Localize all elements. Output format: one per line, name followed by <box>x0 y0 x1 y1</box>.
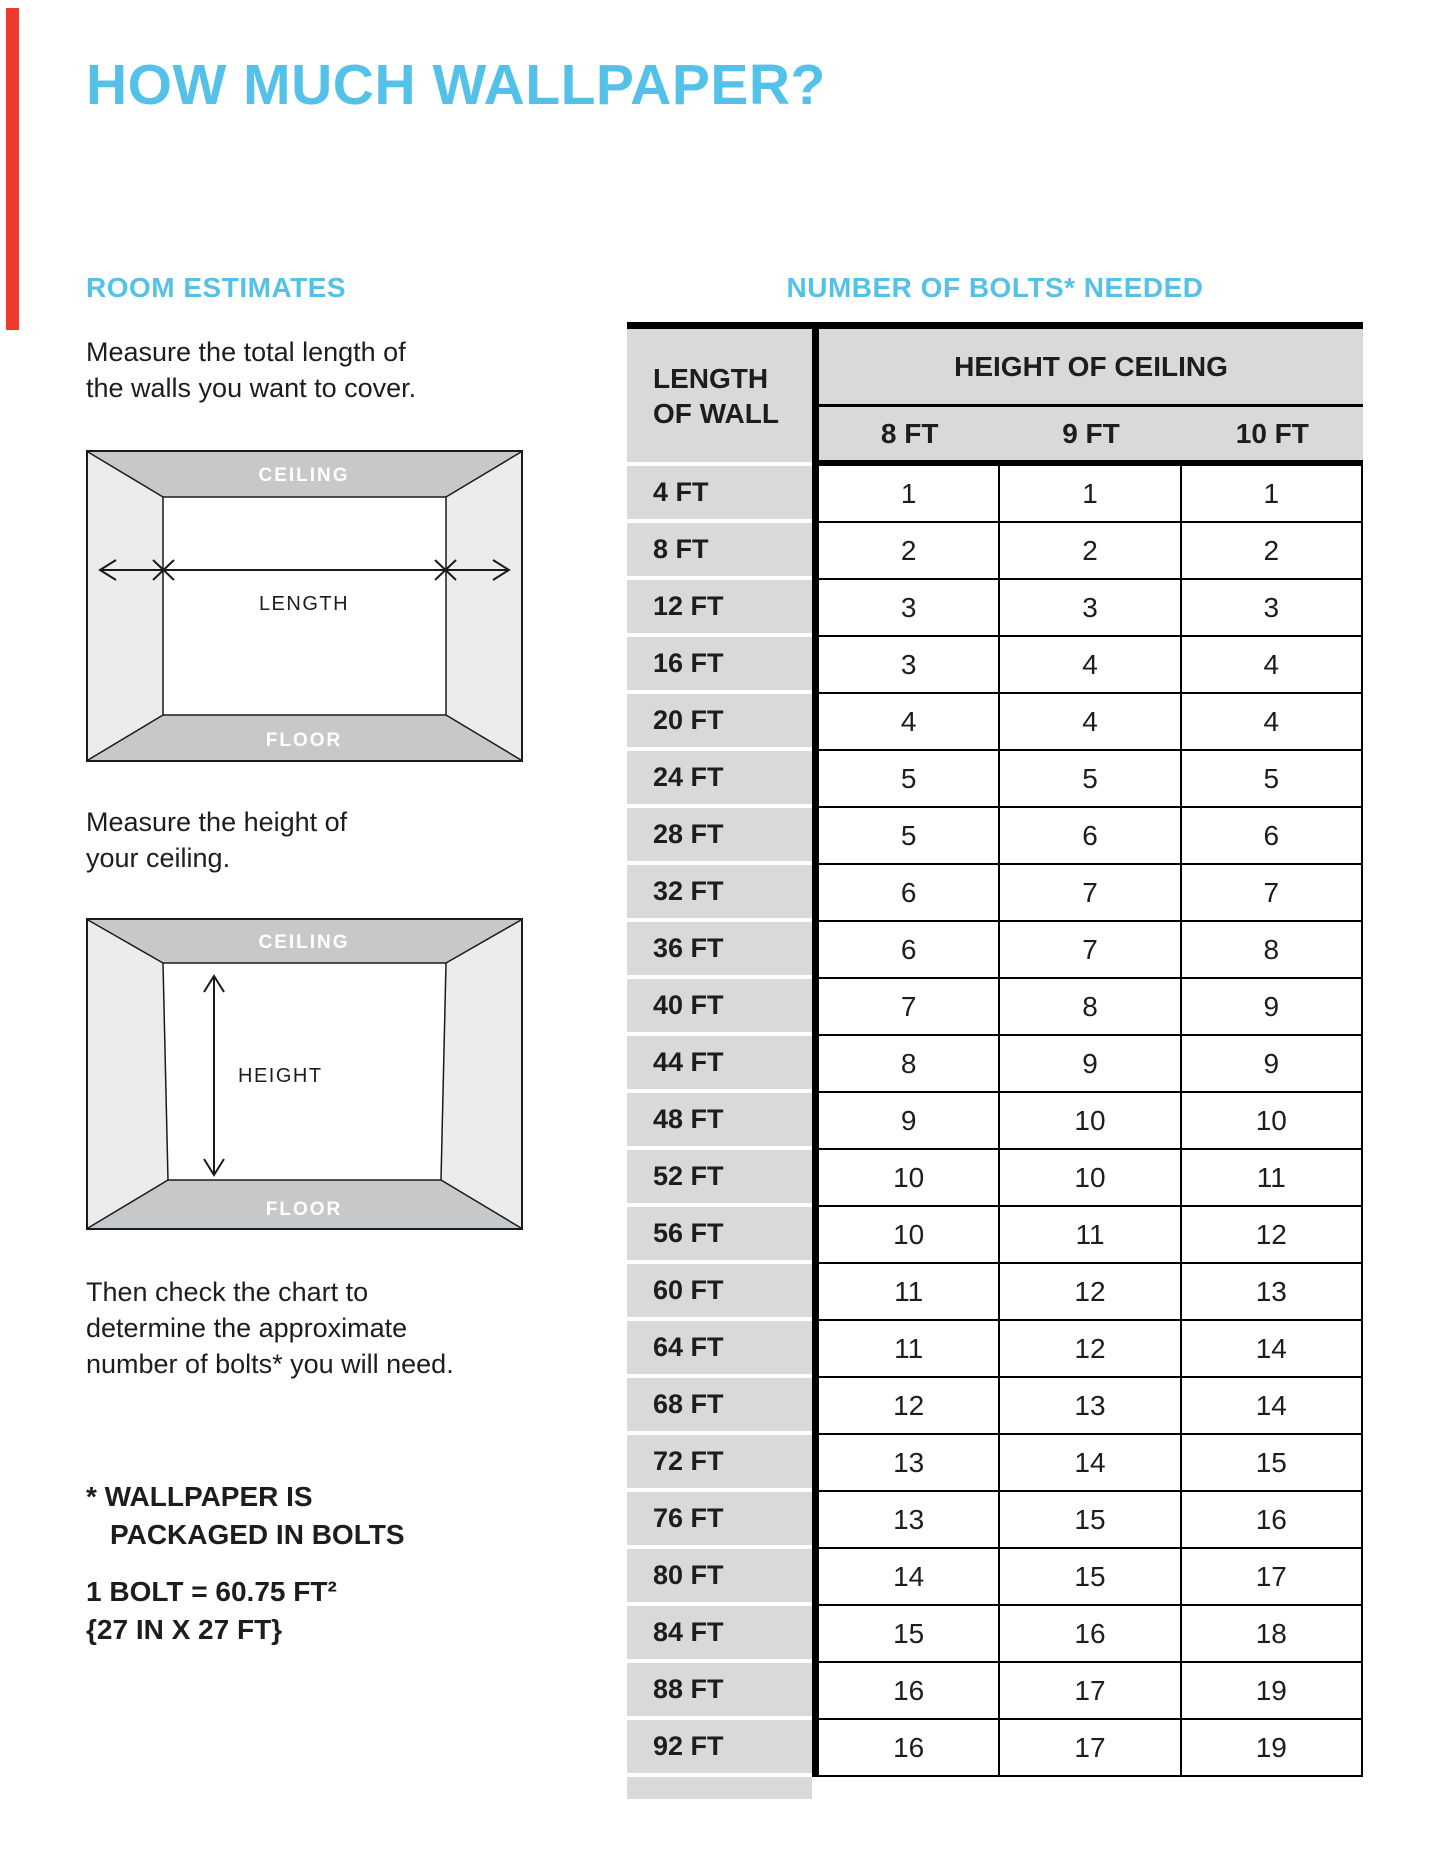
bolt-count-cell: 12 <box>819 1378 1000 1435</box>
bolt-count-cell: 2 <box>1000 523 1181 580</box>
floor-label: FLOOR <box>265 1199 343 1220</box>
row-length-label: 80 FT <box>627 1549 812 1606</box>
bolt-count-cell: 7 <box>819 979 1000 1036</box>
table-row <box>627 1720 1363 1777</box>
bolt-count-cell: 15 <box>819 1606 1000 1663</box>
row-cells <box>819 751 1363 808</box>
height-of-ceiling-header: HEIGHT OF CEILING <box>819 329 1363 407</box>
row-cells <box>819 466 1363 523</box>
row-length-label: 16 FT <box>627 637 812 694</box>
step1-line1: Measure the total length of <box>86 337 406 367</box>
bolt-count-cell: 1 <box>1000 466 1181 523</box>
row-length-label: 48 FT <box>627 1093 812 1150</box>
row-length-label: 60 FT <box>627 1264 812 1321</box>
row-length-label: 76 FT <box>627 1492 812 1549</box>
bolt-count-cell: 4 <box>1182 637 1363 694</box>
left-wall <box>88 920 168 1228</box>
bolt-count-cell: 3 <box>1182 580 1363 637</box>
bolt-count-cell: 5 <box>819 808 1000 865</box>
row-length-label: 28 FT <box>627 808 812 865</box>
length-label: LENGTH <box>258 593 350 615</box>
bolt-count-cell: 9 <box>819 1093 1000 1150</box>
bolt-count-cell: 11 <box>1000 1207 1181 1264</box>
length-of-wall-line1: LENGTH <box>653 362 769 394</box>
bolt-count-cell: 3 <box>819 637 1000 694</box>
row-cells <box>819 922 1363 979</box>
bolt-count-cell: 17 <box>1000 1720 1181 1777</box>
bolt-count-cell: 7 <box>1000 922 1181 979</box>
step3-line2: determine the approximate <box>86 1313 408 1343</box>
right-wall <box>446 452 521 760</box>
bolt-count-cell: 17 <box>1000 1663 1181 1720</box>
row-length-label: 56 FT <box>627 1207 812 1264</box>
step1-text <box>86 334 416 406</box>
bolts-table-section <box>627 272 1363 1799</box>
ceiling-label: CEILING <box>258 932 350 953</box>
bolt-count-cell: 10 <box>1182 1093 1363 1150</box>
ceiling-height-columns <box>819 407 1363 460</box>
table-vertical-rule <box>812 322 819 1777</box>
length-of-wall-header <box>627 329 812 466</box>
right-wall <box>441 920 521 1228</box>
table-row <box>627 979 1363 1036</box>
bolt-count-cell: 6 <box>819 865 1000 922</box>
table-row <box>627 1492 1363 1549</box>
row-cells <box>819 808 1363 865</box>
row-cells <box>819 1036 1363 1093</box>
row-length-label: 32 FT <box>627 865 812 922</box>
row-length-label: 84 FT <box>627 1606 812 1663</box>
row-length-label: 72 FT <box>627 1435 812 1492</box>
bolt-count-cell: 15 <box>1000 1492 1181 1549</box>
bolt-count-cell: 12 <box>1000 1321 1181 1378</box>
bolt-count-cell: 5 <box>1000 751 1181 808</box>
red-accent-bar <box>6 8 19 330</box>
bolt-count-cell: 3 <box>1000 580 1181 637</box>
bolt-count-cell: 10 <box>819 1150 1000 1207</box>
step3-line3: number of bolts* you will need. <box>86 1349 454 1379</box>
bolt-count-cell: 10 <box>1000 1093 1181 1150</box>
row-cells <box>819 1150 1363 1207</box>
bolt-count-cell: 14 <box>1000 1435 1181 1492</box>
left-wall <box>88 452 163 760</box>
row-cells <box>819 1207 1363 1264</box>
table-row <box>627 523 1363 580</box>
row-cells <box>819 1093 1363 1150</box>
row-length-label: 68 FT <box>627 1378 812 1435</box>
table-row <box>627 808 1363 865</box>
bolt-count-cell: 9 <box>1000 1036 1181 1093</box>
bolt-count-cell: 4 <box>1000 694 1181 751</box>
bolt-count-cell: 2 <box>819 523 1000 580</box>
bolt-count-cell: 1 <box>1182 466 1363 523</box>
row-length-label: 44 FT <box>627 1036 812 1093</box>
bolt-count-cell: 8 <box>819 1036 1000 1093</box>
bolt-count-cell: 4 <box>1000 637 1181 694</box>
bolt-count-cell: 5 <box>1182 751 1363 808</box>
column-header-8ft: 8 FT <box>880 417 939 449</box>
bolt-count-cell: 6 <box>1182 808 1363 865</box>
step2-text <box>86 804 347 876</box>
row-cells <box>819 1549 1363 1606</box>
column-header-9ft: 9 FT <box>1062 417 1120 449</box>
table-row <box>627 466 1363 523</box>
bolt-count-cell: 11 <box>1182 1150 1363 1207</box>
bolt-count-cell: 10 <box>1000 1150 1181 1207</box>
bolt-count-cell: 13 <box>819 1492 1000 1549</box>
table-row <box>627 1036 1363 1093</box>
step2-line1: Measure the height of <box>86 807 348 837</box>
height-of-ceiling-header-group <box>819 329 1363 466</box>
bolt-count-cell: 19 <box>1182 1663 1363 1720</box>
bolt-count-cell: 7 <box>1000 865 1181 922</box>
bolt-count-cell: 12 <box>1182 1207 1363 1264</box>
bolt-count-cell: 9 <box>1182 1036 1363 1093</box>
row-cells <box>819 1435 1363 1492</box>
row-length-label: 24 FT <box>627 751 812 808</box>
table-row <box>627 694 1363 751</box>
step3-line1: Then check the chart to <box>86 1277 369 1307</box>
table-row <box>627 1093 1363 1150</box>
bolt-count-cell: 17 <box>1182 1549 1363 1606</box>
bolt-count-cell: 1 <box>819 466 1000 523</box>
bolt-count-cell: 15 <box>1182 1435 1363 1492</box>
bolt-count-cell: 4 <box>1182 694 1363 751</box>
row-length-label: 12 FT <box>627 580 812 637</box>
bolt-count-cell: 14 <box>819 1549 1000 1606</box>
bolt-count-cell: 14 <box>1182 1378 1363 1435</box>
bolt-count-cell: 16 <box>819 1663 1000 1720</box>
row-cells <box>819 1720 1363 1777</box>
table-row <box>627 1435 1363 1492</box>
bolt-count-cell: 6 <box>819 922 1000 979</box>
table-row <box>627 1378 1363 1435</box>
bolt-count-cell: 19 <box>1182 1720 1363 1777</box>
step1-line2: the walls you want to cover. <box>86 373 417 403</box>
bolt-count-cell: 7 <box>1182 865 1363 922</box>
length-diagram <box>86 450 523 762</box>
page-title: HOW MUCH WALLPAPER? <box>86 53 826 117</box>
room-estimates-heading: ROOM ESTIMATES <box>86 272 347 303</box>
table-row <box>627 1549 1363 1606</box>
footnote-line2: PACKAGED IN BOLTS <box>110 1519 405 1550</box>
row-length-label: 64 FT <box>627 1321 812 1378</box>
row-cells <box>819 979 1363 1036</box>
bolt-count-cell: 13 <box>1182 1264 1363 1321</box>
floor-label: FLOOR <box>265 730 343 751</box>
bolt-count-cell: 6 <box>1000 808 1181 865</box>
bolt-count-cell: 10 <box>819 1207 1000 1264</box>
footnote-line1: * WALLPAPER IS <box>86 1481 313 1512</box>
height-diagram <box>86 918 523 1230</box>
bolts-table-body <box>627 466 1363 1777</box>
table-row <box>627 1207 1363 1264</box>
row-cells <box>819 637 1363 694</box>
table-row <box>627 751 1363 808</box>
bolt-count-cell: 13 <box>1000 1378 1181 1435</box>
row-length-label: 20 FT <box>627 694 812 751</box>
table-top-rule <box>627 322 1363 329</box>
row-length-label: 88 FT <box>627 1663 812 1720</box>
row-length-label: 40 FT <box>627 979 812 1036</box>
column-header-10ft: 10 FT <box>1235 417 1309 449</box>
bolt-count-cell: 12 <box>1000 1264 1181 1321</box>
ceiling-label: CEILING <box>258 465 350 486</box>
bolts-table <box>627 322 1363 1799</box>
bolts-table-heading: NUMBER OF BOLTS* NEEDED <box>786 272 1204 303</box>
row-cells <box>819 1321 1363 1378</box>
bolt-count-cell: 4 <box>819 694 1000 751</box>
row-length-label: 36 FT <box>627 922 812 979</box>
step3-text <box>86 1274 454 1382</box>
bolt-count-cell: 8 <box>1000 979 1181 1036</box>
bolt-equation: 1 BOLT = 60.75 FT² <box>86 1576 337 1607</box>
table-row <box>627 637 1363 694</box>
table-row <box>627 865 1363 922</box>
bolt-count-cell: 16 <box>1000 1606 1181 1663</box>
row-cells <box>819 1378 1363 1435</box>
bolt-count-cell: 11 <box>819 1321 1000 1378</box>
bolt-count-cell: 9 <box>1182 979 1363 1036</box>
table-row <box>627 1264 1363 1321</box>
bolt-dimensions: {27 IN X 27 FT} <box>86 1614 283 1645</box>
table-header <box>627 329 1363 466</box>
bolt-count-cell: 16 <box>1182 1492 1363 1549</box>
step2-line2: your ceiling. <box>86 843 231 873</box>
row-length-label: 8 FT <box>627 523 812 580</box>
table-row <box>627 922 1363 979</box>
row-cells <box>819 865 1363 922</box>
table-row <box>627 1150 1363 1207</box>
table-row <box>627 1321 1363 1378</box>
bolt-count-cell: 2 <box>1182 523 1363 580</box>
row-cells <box>819 1492 1363 1549</box>
row-cells <box>819 523 1363 580</box>
row-cells <box>819 1264 1363 1321</box>
table-row <box>627 580 1363 637</box>
wallpaper-bolts-footnote <box>86 1478 405 1554</box>
length-of-wall-line2: OF WALL <box>653 397 779 429</box>
table-row <box>627 1663 1363 1720</box>
bolt-count-cell: 13 <box>819 1435 1000 1492</box>
row-cells <box>819 1606 1363 1663</box>
row-cells <box>819 1663 1363 1720</box>
bolt-count-cell: 3 <box>819 580 1000 637</box>
table-row <box>627 1606 1363 1663</box>
row-cells <box>819 580 1363 637</box>
row-length-label: 4 FT <box>627 466 812 523</box>
table-footer-strip <box>627 1777 812 1799</box>
row-length-label: 52 FT <box>627 1150 812 1207</box>
bolt-count-cell: 18 <box>1182 1606 1363 1663</box>
height-label: HEIGHT <box>238 1065 323 1087</box>
bolt-count-cell: 15 <box>1000 1549 1181 1606</box>
bolt-count-cell: 11 <box>819 1264 1000 1321</box>
bolt-count-cell: 8 <box>1182 922 1363 979</box>
bolt-count-cell: 16 <box>819 1720 1000 1777</box>
row-length-label: 92 FT <box>627 1720 812 1777</box>
bolt-count-cell: 5 <box>819 751 1000 808</box>
row-cells <box>819 694 1363 751</box>
bolt-count-cell: 14 <box>1182 1321 1363 1378</box>
